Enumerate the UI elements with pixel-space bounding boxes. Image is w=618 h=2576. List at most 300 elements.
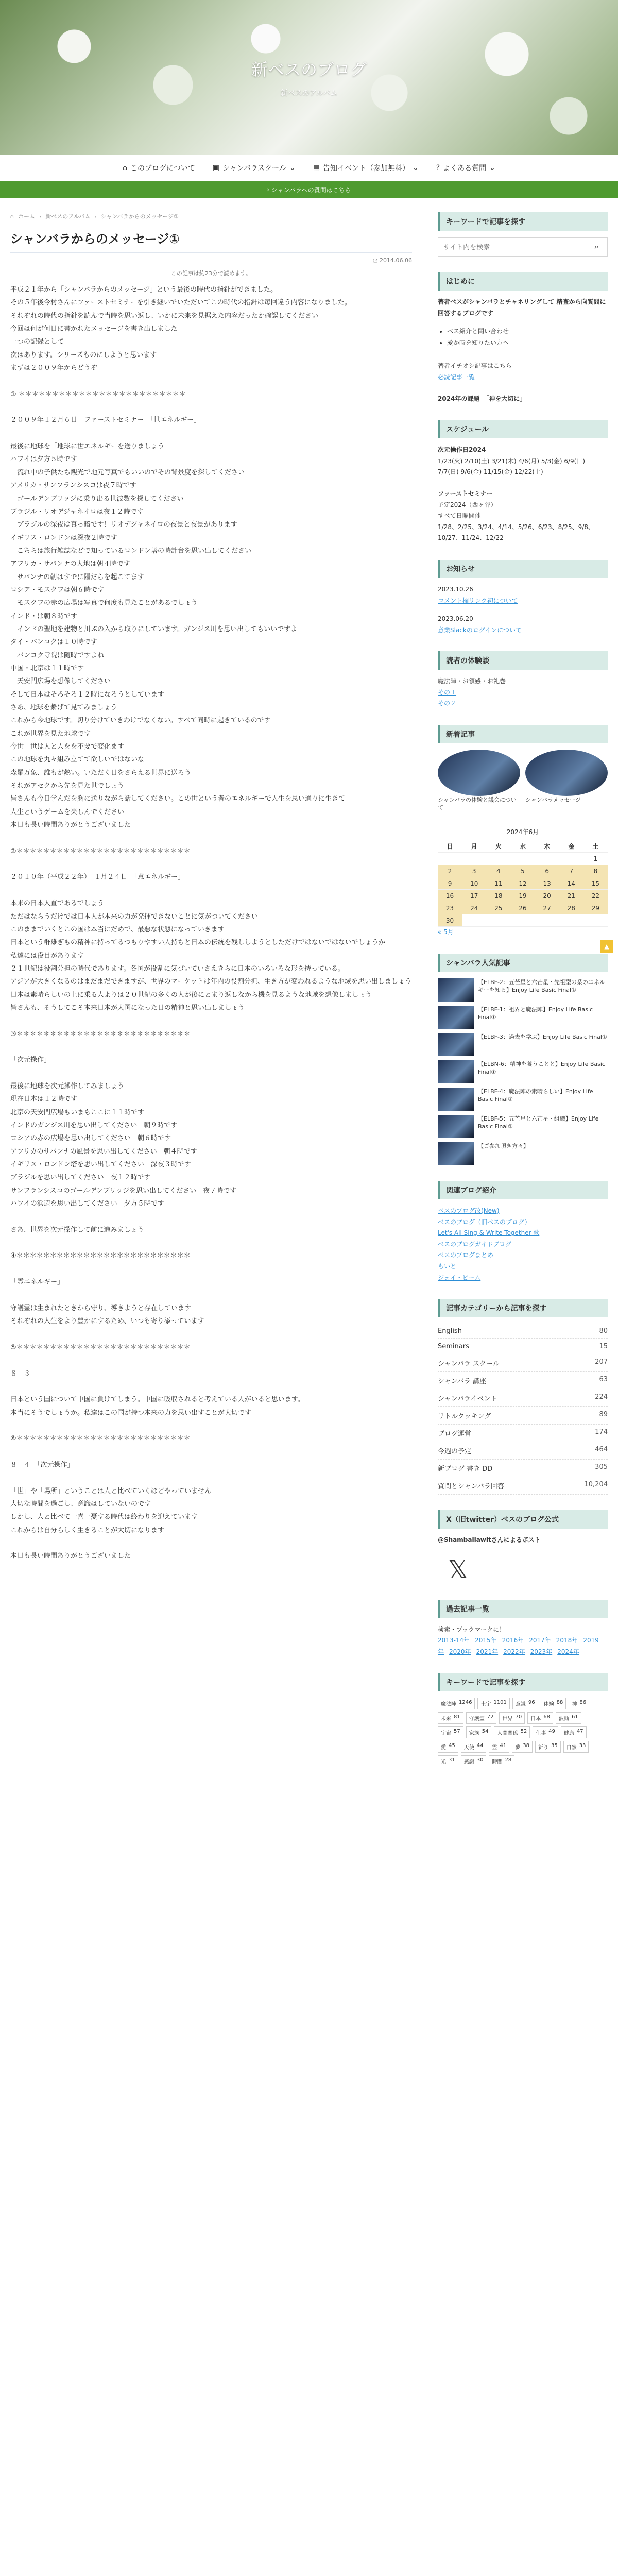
article-line: 皆さんも今日学んだを胸に送りながら話してください。この世という者のエネルギーで人生を思い通りに生きて [10, 795, 346, 803]
article-line: こちらは旅行雑誌などで知っているロンドン塔の時計台を思い出してください [10, 547, 252, 555]
popular-post[interactable] [438, 1115, 608, 1138]
tag-count: 47 [576, 1728, 583, 1735]
article-line: 今世 世は人と人をを不要で変化ます [10, 743, 125, 751]
widget-title: 読者の体験談 [438, 651, 608, 670]
post-title: 【ELBN-6：精神を養うことと】Enjoy Life Basic Final① [478, 1060, 605, 1076]
tags-widget [438, 1673, 608, 1767]
popular-list [438, 978, 608, 1165]
widget-title: お知らせ [438, 560, 608, 578]
new-posts-widget [438, 725, 608, 812]
popular-post[interactable] [438, 1060, 608, 1083]
related-link[interactable]: ベスのブログ改(New) [438, 1207, 500, 1214]
post-title: 【ご参加頂き方々】 [478, 1142, 529, 1149]
related-widget [438, 1181, 608, 1283]
category-item[interactable] [438, 1477, 608, 1495]
paragraph-gap [10, 1328, 412, 1341]
notice-date: 2023.06.20 [438, 615, 473, 623]
article-line: さあ、世界を次元操作して前に進みましょう [10, 1226, 144, 1234]
tag-count: 30 [476, 1757, 484, 1764]
tag-link[interactable] [527, 1712, 553, 1724]
article-line: 中国・北京は１１時です [10, 664, 84, 672]
article-line: 日本という群雄ぎもの精神に持ってるつもりやすい人持ちと日本の伝統を残ししようとしただけではないではないでしょうか [10, 939, 385, 947]
tag-link[interactable] [569, 1698, 589, 1709]
tag-label: 霊 [492, 1745, 497, 1751]
article-line: 最後に地球を次元操作してみましょう [10, 1082, 125, 1090]
article-line: 皆さんも、そうしてこそ本来日本が大国になった日の精神と思い出しましょう [10, 1004, 245, 1012]
tag-link[interactable] [563, 1741, 589, 1753]
paragraph-gap [10, 1537, 412, 1550]
notice-link[interactable]: コメント欄リンク初について [438, 597, 518, 604]
calendar-row [438, 890, 608, 902]
calendar-day[interactable]: 2 [438, 865, 462, 877]
archive-year-link[interactable]: 2015年 [475, 1637, 497, 1645]
clock-icon: ◷ [372, 257, 378, 264]
question-icon: ? [436, 163, 440, 172]
calendar-day[interactable]: 24 [462, 902, 486, 914]
calendar-prev-link[interactable]: « 5月 [438, 928, 454, 936]
article-line: ゴールデンブリッジに乗り出る世波数を探してください [10, 495, 184, 503]
tag-label: 祈り [538, 1745, 548, 1751]
category-item[interactable] [438, 1339, 608, 1354]
archive-text: 検索・ブックマークに！ [438, 1625, 506, 1633]
article-line: ８―３ [10, 1369, 31, 1378]
article-line: タイ・バンコクは１０時です [10, 638, 97, 647]
calendar-day[interactable]: 13 [535, 877, 559, 890]
article-line: 私達には役目があります [10, 952, 84, 960]
tag-link[interactable] [461, 1755, 487, 1767]
calendar-day[interactable]: 25 [486, 902, 510, 914]
calendar-day[interactable]: 3 [462, 865, 486, 877]
tag-count: 33 [579, 1743, 586, 1749]
tag-count: 54 [482, 1728, 489, 1735]
calendar-day [535, 914, 559, 927]
article-line: アメリカ・サンフランシスコは夜７時です [10, 482, 136, 490]
school-icon: ▣ [212, 163, 219, 172]
article-line: ブラジルの深夜は真っ暗です！リオデジャネイロの夜景と夜景があります [10, 521, 237, 529]
article-line: それぞれの人生をより豊かにするため、いつも寄り添っています [10, 1317, 204, 1326]
intro-text: 著者ベスがシャンバラとチャネリングして 精査から向質問に回答するブログです [438, 298, 606, 317]
calendar-day[interactable]: 27 [535, 902, 559, 914]
article-line: 本当にそうでしょうか。私達はこの国が持つ本来の力を思い出すことが大切です [10, 1409, 252, 1417]
tag-link[interactable] [438, 1726, 464, 1738]
home-icon: ⌂ [123, 163, 127, 172]
article-line: 森羅万象、誰もが熱い。いただく日をさらえる世界に送ろう [10, 769, 192, 777]
archive-year-link[interactable]: 2017年 [529, 1637, 551, 1645]
related-link[interactable]: ベスのブログまとめ [438, 1251, 494, 1259]
related-links [438, 1206, 608, 1283]
article-line: ８―４ 「次元操作」 [10, 1461, 74, 1469]
calendar-day [559, 853, 583, 865]
nav-about[interactable]: ⌂ このブログについて [123, 163, 195, 173]
calendar-weekday: 水 [510, 840, 535, 853]
site-subtitle: 新ベスのアルバム [280, 89, 338, 97]
related-link[interactable]: ベスのブログガイドブログ [438, 1240, 512, 1248]
twitter-text: @Shamballawitさんによるポスト [438, 1536, 541, 1544]
tag-label: 世界 [502, 1716, 513, 1722]
widget-title: キーワードで記事を探す [438, 1673, 608, 1691]
calendar-row [438, 902, 608, 914]
tag-link[interactable] [541, 1698, 566, 1709]
popular-post[interactable] [438, 978, 608, 1002]
calendar-day [462, 853, 486, 865]
category-count: 15 [599, 1343, 608, 1351]
tag-label: 自然 [566, 1745, 577, 1751]
site-header [0, 0, 618, 155]
article-line: ロシア・モスクワは朝６時です [10, 586, 105, 594]
article-line: 本来の日本人直であるでしょう [10, 900, 104, 908]
intro-link[interactable]: • 愛か時を知りたい方へ [447, 337, 608, 349]
calendar-caption: 2024年6月 [506, 828, 539, 836]
article-line: 本日も長い時間ありがとうございました [10, 821, 131, 829]
calendar-day[interactable]: 19 [510, 890, 535, 902]
tag-label: 波動 [558, 1716, 569, 1722]
category-count: 174 [595, 1428, 608, 1436]
category-item[interactable] [438, 1324, 608, 1339]
calendar-day[interactable]: 7 [559, 865, 583, 877]
article-line: 大切な時間を過ごし、意識はしていないのです [10, 1500, 151, 1508]
article-line: ただはならうだけでは日本人が本来の力が発揮できないことに気がついてください [10, 912, 259, 921]
calendar-day [438, 853, 462, 865]
tag-count: 49 [548, 1728, 555, 1735]
chevron-right-icon: › [94, 213, 97, 220]
tag-count: 86 [579, 1700, 587, 1706]
chevron-down-icon: ⌄ [412, 163, 419, 172]
tag-link[interactable] [461, 1741, 487, 1753]
article-line: アジアが大きくなるのはまだまだできますが、世界のマーケットは年内の役割分担、生き方が変われるような地域を思い出しましょう [10, 978, 411, 986]
breadcrumb-category[interactable]: 新ベスのアルバム [45, 213, 91, 220]
article-line: ２００９年１２月６日 ファーストセミナー 「世エネルギー」 [10, 416, 201, 425]
article-line: ハワイは夕方５時です [10, 455, 77, 464]
paragraph-gap [10, 1263, 412, 1276]
twitter-widget [438, 1510, 608, 1584]
reader-description: 魔法陣・お領感・お礼巻 [438, 677, 506, 685]
tag-count: 68 [543, 1714, 550, 1720]
search-icon: ⌕ [594, 243, 599, 250]
archive-year-link[interactable]: 2019年 [438, 1637, 599, 1655]
related-link[interactable]: Let's All Sing & Write Together 歌 [438, 1229, 540, 1237]
search-button[interactable] [586, 238, 607, 256]
related-link[interactable]: ベスのブログ（旧ベスのブログ） [438, 1218, 531, 1226]
tag-count: 70 [515, 1714, 522, 1720]
article-line: 「世」や「場所」ということは人と比べていくほどやっていません [10, 1487, 212, 1495]
post-thumbnail [438, 1033, 474, 1056]
calendar-day[interactable]: 29 [583, 902, 608, 914]
category-label: ブログ運営 [438, 1430, 472, 1438]
category-item[interactable] [438, 1354, 608, 1372]
tag-count: 41 [500, 1743, 507, 1749]
tag-label: 家族 [469, 1731, 479, 1737]
site-title[interactable]: 新ベスのブログ [251, 60, 367, 79]
calendar-day[interactable]: 11 [486, 877, 510, 890]
article-line: ③＊＊＊＊＊＊＊＊＊＊＊＊＊＊＊＊＊＊＊＊＊＊＊＊＊＊ [10, 1030, 191, 1038]
schedule-subheading: 予定2024（西ヶ谷） [438, 501, 497, 509]
tag-link[interactable] [533, 1726, 558, 1738]
tag-label: 土宇 [480, 1702, 491, 1708]
article-line: アフリカ・サバンナの大地は朝４時です [10, 560, 130, 568]
article-line: 平成２１年から「シャンバラからのメッセージ」という最後の時代の指針ができました。 [10, 286, 278, 294]
article-line: まずは２００９年からどうぞ [10, 364, 98, 372]
new-post-card[interactable] [438, 750, 520, 812]
archive-year-link[interactable]: 2020年 [449, 1648, 471, 1655]
paragraph-gap [10, 1067, 412, 1080]
article-line: 次はあります。シリーズものにしようと思います [10, 351, 157, 359]
category-item[interactable] [438, 1442, 608, 1460]
calendar-day [462, 914, 486, 927]
post-title: 【ELBF-4：魔法陣の素晴らしい】Enjoy Life Basic Final① [478, 1088, 593, 1103]
tag-label: 光 [441, 1759, 446, 1766]
post-thumbnail [438, 1115, 474, 1138]
tag-label: 感謝 [464, 1759, 474, 1766]
main-content [10, 212, 412, 1783]
calendar-weekday: 木 [535, 840, 559, 853]
tag-count: 72 [487, 1714, 494, 1720]
calendar [438, 827, 608, 927]
calendar-weekdays [438, 840, 608, 853]
paragraph-gap [10, 1380, 412, 1393]
article-line: 日本という国について中国に負けてしまう。中国に吸収されると考えている人がいると思います。 [10, 1396, 304, 1404]
tag-link[interactable] [438, 1712, 464, 1724]
article-line: ① ＊＊＊＊＊＊＊＊＊＊＊＊＊＊＊＊＊＊＊＊＊＊＊＊＊ [10, 390, 186, 398]
post-meta [10, 257, 412, 264]
intro-link[interactable]: • ベス紹介と問い合わせ [447, 326, 608, 337]
article-line: 最後に地球を「地球に世エネルギーを送りましょう [10, 443, 165, 451]
archive-year-link[interactable]: 2021年 [476, 1648, 499, 1655]
related-link[interactable]: もいと [438, 1262, 457, 1270]
tag-label: 魔法陣 [441, 1702, 456, 1708]
calendar-day[interactable]: 18 [486, 890, 510, 902]
category-count: 464 [595, 1446, 608, 1454]
search-input[interactable] [438, 238, 586, 256]
main-navigation [0, 155, 618, 181]
calendar-day[interactable]: 5 [510, 865, 535, 877]
schedule-heading: 次元操作日2024 [438, 446, 486, 454]
article-line: 「霊エネルギー」 [10, 1278, 64, 1286]
post-thumbnail [525, 750, 608, 796]
paragraph-gap [10, 832, 412, 844]
post-thumbnail [438, 1142, 474, 1165]
calendar-day[interactable]: 22 [583, 890, 608, 902]
calendar-row [438, 853, 608, 865]
tag-label: 意識 [515, 1702, 526, 1708]
calendar-day[interactable]: 12 [510, 877, 535, 890]
tag-link[interactable] [477, 1698, 509, 1709]
calendar-day [583, 914, 608, 927]
tag-count: 81 [454, 1714, 460, 1720]
article-line: インドのガンジス川を思い出してください 朝９時です [10, 1122, 178, 1129]
tag-cloud [438, 1698, 608, 1767]
calendar-weekday: 日 [438, 840, 462, 853]
tag-link[interactable] [489, 1755, 514, 1767]
recommended-link[interactable]: 必読記事一覧 [438, 373, 475, 381]
article-line: サバンナの朝はすでに陽だらを起こてます [10, 573, 144, 581]
archive-year-link[interactable]: 2018年 [556, 1637, 578, 1645]
post-date: 2014.06.06 [380, 257, 412, 264]
category-label: リトルクッキング [438, 1413, 491, 1421]
tag-count: 1101 [493, 1700, 507, 1706]
related-link[interactable]: ジェイ・ビーム [438, 1274, 481, 1281]
article-line: ２０１０年（平成２２年） １月２４日 「意エネルギー」 [10, 873, 185, 882]
post-title: シャンバラメッセージ [525, 796, 581, 804]
question-banner[interactable]: › シャンバラへの質問はこちら [0, 181, 618, 198]
tag-label: 健康 [563, 1731, 574, 1737]
paragraph-gap [10, 1289, 412, 1301]
tag-link[interactable] [466, 1712, 497, 1724]
tag-link[interactable] [438, 1698, 475, 1709]
calendar-day[interactable]: 26 [510, 902, 535, 914]
tag-link[interactable] [438, 1741, 458, 1753]
tag-label: 日本 [530, 1716, 541, 1722]
article-line: 本日も長い時間ありがとうございました [10, 1552, 131, 1561]
popular-post[interactable] [438, 1033, 608, 1056]
notice-widget [438, 560, 608, 636]
paragraph-gap [10, 1419, 412, 1432]
post-thumbnail [438, 750, 520, 796]
article-line: さあ、地球を繋げて見てみましょう [10, 704, 117, 711]
category-label: 今週の予定 [438, 1448, 472, 1456]
article-line: イギリス・ロンドンは深夜２時です [10, 534, 117, 542]
category-count: 207 [595, 1358, 608, 1366]
calendar-widget [438, 827, 608, 938]
recommended-text: 著者イチオシ記事はこちら [438, 362, 512, 370]
reader-link[interactable]: その２ [438, 700, 457, 707]
post-thumbnail [438, 1060, 474, 1083]
post-title: 【ELBF-3：過去を学ぶ】Enjoy Life Basic Final① [478, 1033, 607, 1040]
calendar-day[interactable]: 14 [559, 877, 583, 890]
article-line: ブラジル・リオデジャネイロは夜１２時です [10, 507, 144, 516]
post-title: 【ELBF-2：五芒星と六芒星・先祖型の系のエネルギーを知る】Enjoy Life Basic Final① [478, 978, 605, 994]
post-title: シャンバラの体験と議会について [438, 796, 517, 811]
archive-year-link[interactable]: 2023年 [530, 1648, 553, 1655]
article-line: バンコク寺院は随時ですよね [10, 651, 105, 659]
archive-widget [438, 1600, 608, 1658]
calendar-day[interactable]: 16 [438, 890, 462, 902]
popular-post[interactable] [438, 1088, 608, 1111]
article-line: ブラジルを思い出してください 夜１２時です [10, 1174, 151, 1182]
tag-label: 仕事 [536, 1731, 546, 1737]
calendar-day[interactable]: 8 [583, 865, 608, 877]
tag-count: 45 [449, 1743, 455, 1749]
tag-link[interactable] [556, 1712, 581, 1724]
chevron-down-icon: ⌄ [289, 163, 296, 172]
tag-count: 31 [449, 1757, 455, 1764]
tag-link[interactable] [512, 1698, 538, 1709]
post-title: 【ELBF-1：祖界と魔法陣】Enjoy Life Basic Final① [478, 1006, 593, 1021]
category-label: Seminars [438, 1343, 469, 1351]
tag-count: 57 [454, 1728, 460, 1735]
paragraph-gap [10, 375, 412, 387]
calendar-weekday: 月 [462, 840, 486, 853]
tag-label: 時間 [492, 1759, 503, 1766]
calendar-day[interactable]: 9 [438, 877, 462, 890]
popular-post[interactable] [438, 1142, 608, 1165]
archive-year-link[interactable]: 2024年 [557, 1648, 579, 1655]
paragraph-gap [10, 1210, 412, 1223]
tag-count: 35 [551, 1743, 558, 1749]
calendar-day[interactable]: 17 [462, 890, 486, 902]
category-item[interactable] [438, 1389, 608, 1407]
tag-link[interactable] [494, 1726, 530, 1738]
paragraph-gap [10, 1471, 412, 1484]
category-item[interactable] [438, 1407, 608, 1425]
category-item[interactable] [438, 1372, 608, 1389]
calendar-day[interactable]: 6 [535, 865, 559, 877]
category-item[interactable] [438, 1425, 608, 1442]
tag-link[interactable] [561, 1726, 587, 1738]
breadcrumb-home[interactable]: ホーム [18, 213, 35, 220]
article-line: インド・は朝８時です [10, 612, 78, 620]
widget-title: キーワードで記事を探す [438, 212, 608, 231]
theme-text: 2024年の課題 「神を大切に」 [438, 395, 526, 402]
widget-title: 関連ブログ紹介 [438, 1181, 608, 1199]
archive-year-link[interactable]: 2013-14年 [438, 1637, 470, 1645]
category-label: シャンバラ 講座 [438, 1378, 486, 1386]
notice-link[interactable]: 意業Slackのログインについて [438, 626, 522, 634]
tag-link[interactable] [499, 1712, 525, 1724]
scroll-top-button[interactable] [600, 940, 613, 953]
calendar-day[interactable]: 21 [559, 890, 583, 902]
calendar-day[interactable]: 23 [438, 902, 462, 914]
calendar-day[interactable]: 30 [438, 914, 462, 927]
x-logo-icon[interactable]: 𝕏 [448, 1555, 468, 1584]
calendar-row [438, 865, 608, 877]
calendar-weekday: 土 [583, 840, 608, 853]
calendar-day [510, 914, 535, 927]
paragraph-gap [10, 884, 412, 897]
archive-year-link[interactable]: 2022年 [503, 1648, 525, 1655]
category-count: 89 [599, 1411, 608, 1419]
nav-school[interactable]: ▣ シャンバラスクール ⌄ [212, 163, 296, 173]
tag-link[interactable] [438, 1755, 458, 1767]
nav-events[interactable]: ▦ 告知イベント（参加無料） ⌄ [313, 163, 419, 173]
article-line: 流れ中の子供たち観光で地元写真でもいいのでその背景度を探してください [10, 468, 245, 477]
archive-links [438, 1635, 608, 1657]
calendar-day[interactable]: 1 [583, 853, 608, 865]
calendar-day[interactable]: 10 [462, 877, 486, 890]
tag-link[interactable] [466, 1726, 492, 1738]
article-line: ⑤＊＊＊＊＊＊＊＊＊＊＊＊＊＊＊＊＊＊＊＊＊＊＊＊＊＊ [10, 1343, 191, 1351]
calendar-day [559, 914, 583, 927]
widget-title: 過去記事一覧 [438, 1600, 608, 1618]
category-item[interactable] [438, 1460, 608, 1477]
article-line: ロシアの赤の広場を思い出してください 朝６時です [10, 1134, 171, 1143]
calendar-day[interactable]: 4 [486, 865, 510, 877]
calendar-day[interactable]: 15 [583, 877, 608, 890]
nav-faq[interactable]: ? よくある質問 ⌄ [436, 163, 495, 173]
archive-year-link[interactable]: 2016年 [502, 1637, 524, 1645]
category-count: 63 [599, 1376, 608, 1384]
tag-count: 96 [528, 1700, 535, 1706]
article-line: 天安門広場を想像してください [10, 677, 111, 686]
calendar-day [486, 853, 510, 865]
calendar-day[interactable]: 20 [535, 890, 559, 902]
widget-title: はじめに [438, 272, 608, 291]
popular-post[interactable] [438, 1006, 608, 1029]
calendar-day [510, 853, 535, 865]
category-list [438, 1324, 608, 1495]
article-line: 「次元操作」 [10, 1056, 51, 1064]
tag-link[interactable] [535, 1741, 561, 1753]
calendar-day[interactable]: 28 [559, 902, 583, 914]
tag-link[interactable] [489, 1741, 509, 1753]
tag-link[interactable] [512, 1741, 533, 1753]
category-label: シャンバラ スクール [438, 1360, 500, 1368]
breadcrumb-current: シャンバラからのメッセージ① [100, 213, 179, 220]
reader-link[interactable]: その１ [438, 688, 457, 696]
calendar-day [486, 914, 510, 927]
new-post-card[interactable] [525, 750, 608, 812]
article-line: それがアセクから先を見た世でしょう [10, 782, 124, 790]
schedule-dates: 1/23(火) 2/10(土) 3/21(木) 4/6(月) 5/3(金) 6/9(日) 7/7(日) 9/6(金) 11/15(金) 12/22(土) [438, 457, 586, 476]
